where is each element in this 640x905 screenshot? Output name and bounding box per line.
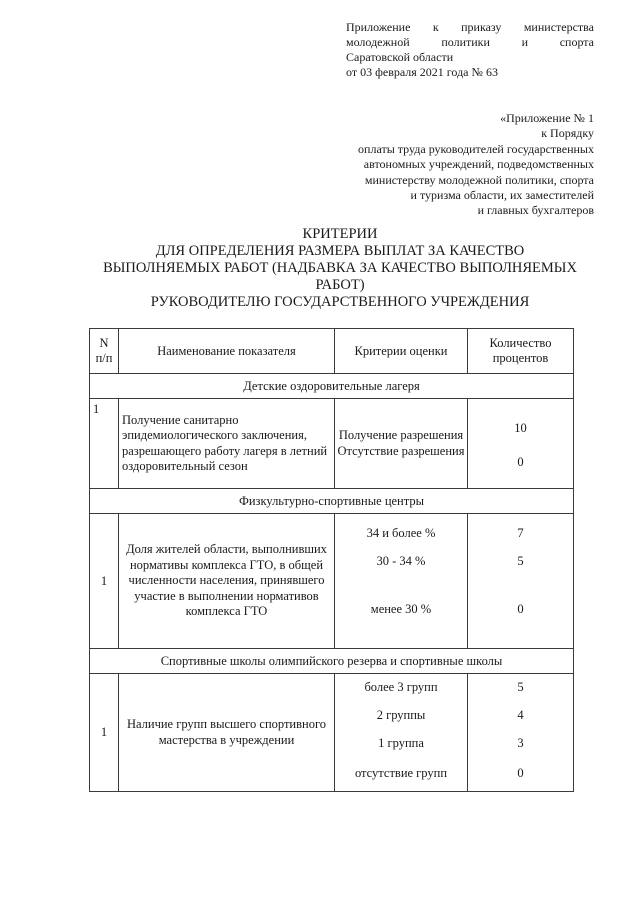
percent-value: 7: [517, 526, 524, 540]
header-num: [90, 329, 119, 374]
title-line: ДЛЯ ОПРЕДЕЛЕНИЯ РАЗМЕРА ВЫПЛАТ ЗА КАЧЕСТВО: [155, 243, 525, 259]
percent-value: 5: [517, 554, 524, 568]
appendix-header: [346, 20, 594, 80]
criteria-item: 34 и более %: [366, 526, 436, 540]
title-line: ВЫПОЛНЯЕМЫХ РАБОТ (НАДБАВКА ЗА КАЧЕСТВО ВЫПОЛНЯЕМЫХ: [103, 260, 577, 276]
section-title: Физкультурно-спортивные центры: [90, 489, 574, 514]
header-indicator: Наименование показателя: [119, 329, 335, 374]
order-ref-line: к Порядку: [541, 126, 594, 141]
header-percent-line2: процентов: [492, 351, 549, 365]
order-ref-line: «Приложение № 1: [500, 111, 594, 125]
order-ref-line: и главных бухгалтеров: [477, 203, 594, 218]
title-line: РУКОВОДИТЕЛЮ ГОСУДАРСТВЕННОГО УЧРЕЖДЕНИЯ: [150, 294, 530, 310]
row-number: 1: [90, 674, 119, 792]
title-line: КРИТЕРИИ: [302, 226, 378, 242]
percent-cell: [468, 674, 574, 792]
appendix-line-4: от 03 февраля 2021 года № 63: [346, 65, 498, 79]
percent-value: 4: [517, 708, 524, 722]
header-criteria: Критерии оценки: [335, 329, 468, 374]
percent-value: 0: [517, 602, 524, 616]
criteria-item: 30 - 34 %: [376, 554, 426, 568]
row-number: 1: [90, 514, 119, 649]
criteria-item: более 3 групп: [364, 680, 438, 694]
document-title: [60, 226, 620, 311]
criteria-cell: [335, 514, 468, 649]
order-reference: [304, 111, 594, 219]
criteria-item: 2 группы: [376, 708, 426, 722]
percent-cell: [468, 514, 574, 649]
section-title: Спортивные школы олимпийского резерва и спортивные школы: [90, 649, 574, 674]
row-number: 1: [90, 399, 119, 489]
section-row: [90, 374, 574, 399]
percent-value: 5: [517, 680, 524, 694]
indicator-cell: Доля жителей области, выполнивших нормативы комплекса ГТО, в общей численности населения, принявшего участие в выполнении нормативов комплекса ГТО: [119, 514, 335, 649]
order-ref-line: министерству молодежной политики, спорта: [364, 172, 594, 187]
criteria-item: отсутствие групп: [354, 766, 448, 780]
percent-value: 10: [514, 421, 527, 435]
appendix-line-1: Приложение к приказу министерства: [346, 20, 594, 34]
criteria-cell: [335, 674, 468, 792]
percent-value: 0: [517, 766, 524, 780]
section-title: Детские оздоровительные лагеря: [90, 374, 574, 399]
title-line: РАБОТ): [315, 277, 365, 293]
criteria-item: Отсутствие разрешения: [337, 443, 465, 458]
criteria-cell: [335, 399, 468, 489]
order-ref-line: и туризма области, их заместителей: [410, 188, 594, 203]
header-num-line1: N: [99, 336, 109, 350]
order-ref-line: оплаты труда руководителей государственных: [358, 141, 594, 156]
percent-value: 3: [517, 736, 524, 750]
table-header-row: [90, 329, 574, 374]
table-row: [90, 399, 574, 489]
criteria-item: Получение разрешения: [338, 428, 464, 442]
criteria-item: 1 группа: [378, 736, 424, 750]
header-percent: [468, 329, 574, 374]
appendix-line-2: молодежной политики и спорта: [346, 35, 594, 49]
header-percent-line1: Количество: [489, 336, 552, 350]
table-row: [90, 674, 574, 792]
indicator-cell: Наличие групп высшего спортивного мастерства в учреждении: [119, 674, 335, 792]
section-row: [90, 489, 574, 514]
indicator-cell: Получение санитарно эпидемиологического заключения, разрешающего работу лагеря в летний оздоровительный сезон: [119, 399, 335, 489]
section-row: [90, 649, 574, 674]
appendix-line-3: Саратовской области: [346, 50, 454, 64]
criteria-table: [89, 328, 574, 792]
table-row: [90, 514, 574, 649]
header-num-line2: п/п: [95, 351, 113, 365]
criteria-item: менее 30 %: [370, 602, 432, 616]
order-ref-line: автономных учреждений, подведомственных: [363, 157, 594, 172]
percent-cell: [468, 399, 574, 489]
percent-value: 0: [517, 455, 524, 469]
